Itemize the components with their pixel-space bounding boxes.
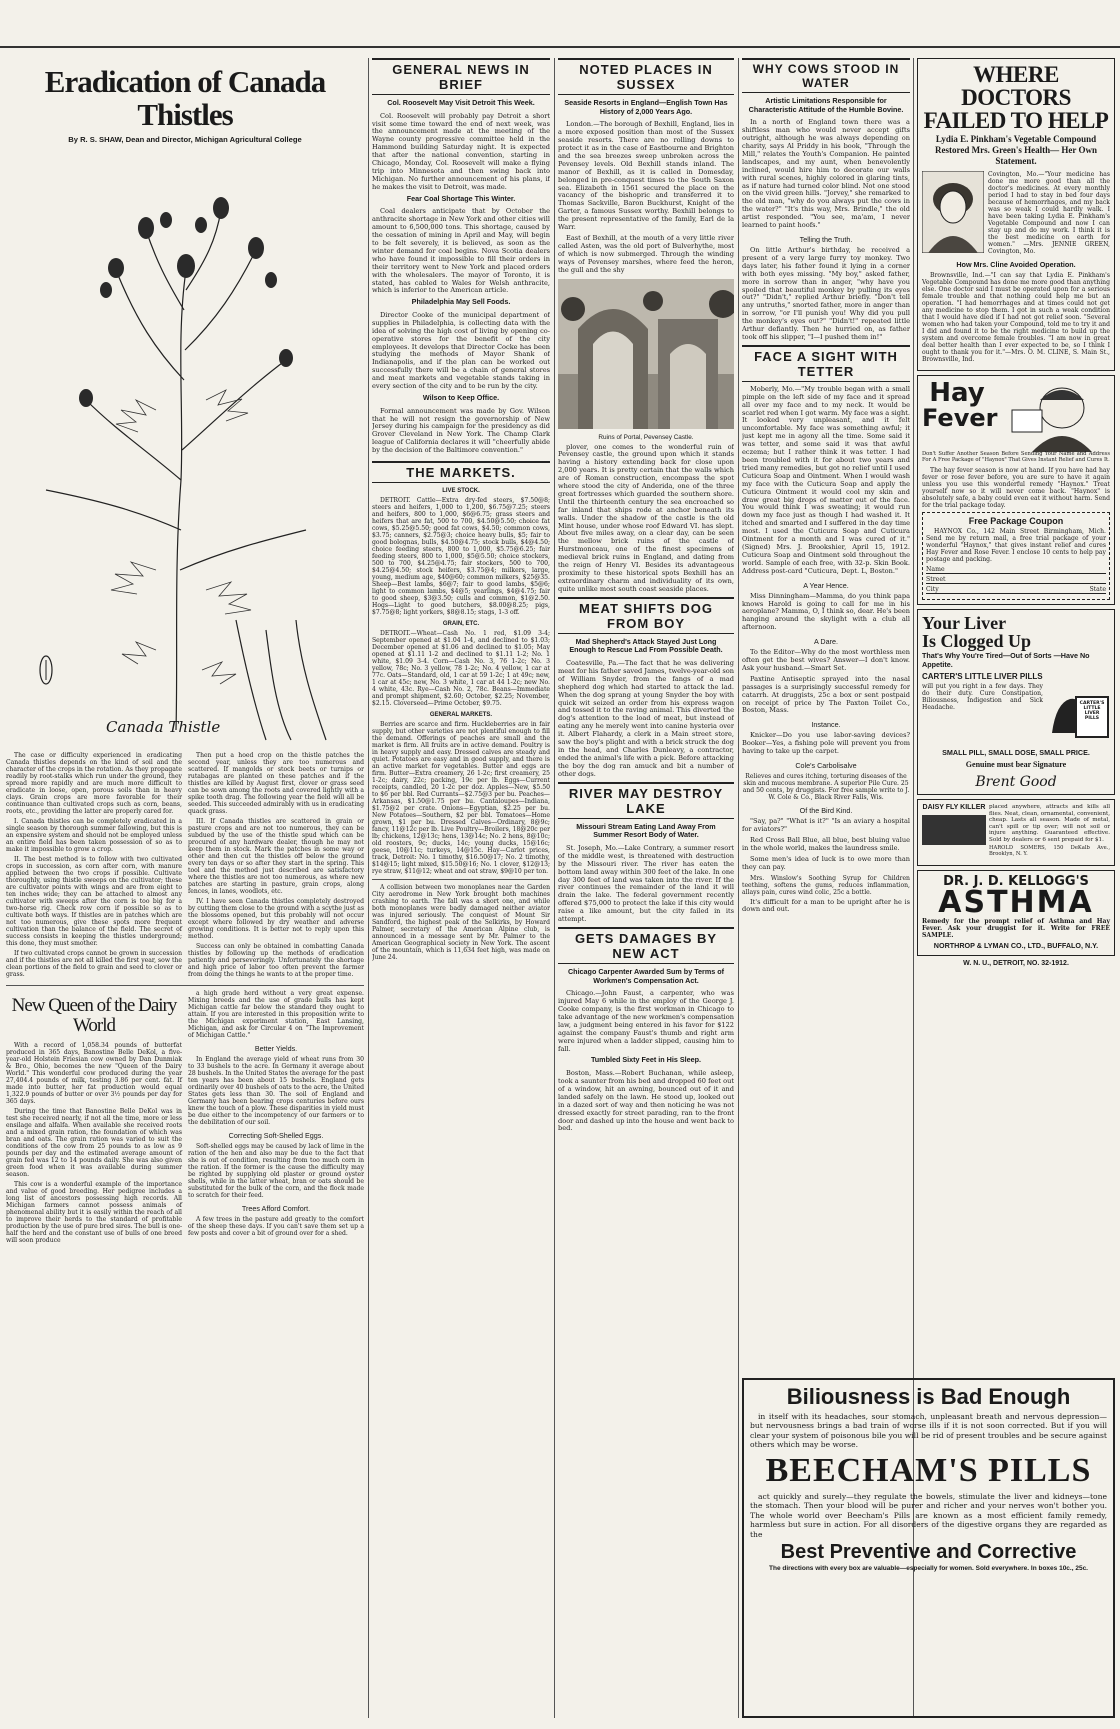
carters-signature: Brent Good xyxy=(975,774,1057,791)
markets-headline: THE MARKETS. xyxy=(372,461,550,483)
lake-headline: RIVER MAY DESTROY LAKE xyxy=(558,782,734,819)
sussex-column xyxy=(558,58,734,1136)
carters-subhead: That's Why You're Tired—Out of Sorts —Have No Appetite. xyxy=(922,651,1090,669)
asthma-headline: DR. J. D. KELLOGG'S xyxy=(943,873,1089,889)
beecham-headline: Biliousness is Bad Enough xyxy=(786,1384,1071,1409)
column-rule xyxy=(738,58,739,1718)
dairy-paragraph: a high grade herd without a very great expense. Mixing breeds and the use of grade bulls has kept Michigan cattle far below the standard they ought to attain. If you are interested in this proposition write to the Michigan experiment station, East Lansing, Michigan, and ask for Circular 4 on "The Improvement of Michigan Cattle." xyxy=(188,990,364,1040)
hayfever-paragraph: The hay fever season is now at hand. If you have had hay fever or rose fever before, you are sure to have it again unless you use this wonderful remedy "Haynox." Treat yourself now so it will never come back. "Haynox" is absolutely safe, a baby could even eat it without harm. Send for the trial package today. xyxy=(922,467,1110,510)
markets-text: DETROIT. Cattle—Extra dry-fed steers, $7.50@8; steers and heifers, 1,000 to 1,200, $6.75@7.25; steers and heifers, 800 to 1,000, $6@6.75; grass steers and heifers that are fat, 500 to 700, $4.50@5.50; choice fat cows, $5.25@5.50; good fat cows, $4.50; common cows, $3.75; canners, $2.75@3; choice heavy bulls, $5; fair to good bolognas, bulls, $4.50@4.75; stock bulls, $4@4.50; choice feeding steers, 800 to 1,000, $5.75@6.25; fair feeding steers, 800 to 1,000, $5@5.50; choice stockers, 500 to 700, $4.25@4.75; fair stockers, 500 to 700, $4.25@4.50; stock heifers, $3.75@4; milkers, large, young, medium age, $40@60; common milkers, $25@35. Sheep—Best lambs, $6@7; fair to good lambs, $5@6; light to common lambs, $4@5; yearlings, $4@4.75; fair to good sheep, $3@3.50; culls and common, $1@2.50. Hogs—Light to good butchers, $8.00@8.25; pigs, $7.75@8; light yorkers, $8@8.15; stags, 1-3 off. xyxy=(372,497,550,617)
bird-subhead: Of the Bird Kind. xyxy=(799,806,853,816)
pinkham-paragraph: Brownsville, Ind.—"I can say that Lydia E. Pinkham's Vegetable Compound has done me more good than anything else. One doctor said I must be operated upon for a serious female trouble and that nothing could help me but an operation. "I had hemorrhages and at times could not get any medicine to stop them. I got in such a weak condition that I would have died if I had not got relief soon. "Several women who had taken your Compound, told me to try it and I did and found it to be the right medicine to build up the system and overcome female troubles. "I am now in great deal better health than I ever expected to be, so I think I ought to thank you for it."—Mrs. O. M. CLINE, S. Main St., Brownsville, Ind. xyxy=(922,272,1110,364)
wnu-line: W. N. U., DETROIT, NO. 32-1912. xyxy=(963,959,1069,967)
carters-genuine: Genuine must bear Signature xyxy=(965,759,1067,769)
column-rule xyxy=(368,58,369,1718)
beecham-paragraph: act quickly and surely—they regulate the bowels, stimulate the liver and kidneys—tone the stomach. Then your blood will be purer and richer and your nerves won't bother you. The whole world over Beecham's Pills are known as a most efficient family remedy, harmless but sure in action. For all disorders of the digestive organs they are regarded as the xyxy=(750,1491,1107,1539)
cows-column xyxy=(742,58,910,1078)
hayfever-coupon[interactable] xyxy=(922,512,1110,600)
sussex-paragraph: plover, one comes to the wonderful ruin of Pevensey castle, the ground upon which it stands having a history extending back for close upon 2,000 years. It is pretty certain that the walls which are of Roman construction, encompass the spot where stood the city of Anderida, one of the three great fortresses which guarded the southern shore. Until the thirteenth century the sea encroached so far inland that ships rode at anchor beneath its walls. Under the shadow of the castle is the old Mint house, under whose roof Edward VI. has slept. About five miles away, on a clear day, can be seen the mellow brick ruins of the castle of Hurstmonceau, one of the finest specimens of medieval brick ruins in England, and dating from the reign of Henry VI. Besides its advantageous proximity to these historical spots Bexhill has an extraordinary charm and individuality of its own, quite unlike most south coast seaside places. xyxy=(558,442,734,593)
pinkham-paragraph: Covington, Mo.—"Your medicine has done me more good than all the doctor's medicines. At every monthly period I had to stay in bed four days because of hemorrhages, and my back was so weak I could hardly walk. I have been taking Lydia E. Pinkham's Vegetable Compound and now I can stay up and do my work. I think it is the best medicine on earth for women." —Mrs. JENNIE GREEN, Covington, Mo. xyxy=(988,171,1110,256)
winslow-paragraph: Mrs. Winslow's Soothing Syrup for Children teething, softens the gums, reduces inflammation, allays pain, cures wind colic, 25c a bottle. xyxy=(742,874,910,896)
lake-paragraph: St. Joseph, Mo.—Lake Contrary, a summer resort of the middle west, is threatened with destruction by the Missouri river. The river has eaten the bottom land away within 300 feet of the lake. In one day 300 feet of land was taken into the river. If the river continues the remainder of the land it will drain the lake. The federal government recently offered $75,000 to protect the lake if this city would raise a like amount, but the city failed in its attempt. xyxy=(558,843,734,924)
thistle-illustration xyxy=(6,150,364,750)
pinkham-subhead: Lydia E. Pinkham's Vegetable Compound Restored Mrs. Green's Health— Her Own Statement. xyxy=(935,134,1097,166)
dairy-paragraph: In England the average yield of wheat runs from 30 to 33 bushels to the acre. In Germany it average about 28 bushels. In the United States the average for the past ten years has been about 15 bushels. England gets ordinarily over 40 bushels of oats to the acre, the United States gets less than 30. The soil of England and Germany has been bearing crops centuries before ours knew the touch of a plow. These disparities in yield must be due either to the incompetency of our farmers or to the debilitation of our soil. xyxy=(188,1056,364,1127)
news-subhead: Philadelphia May Sell Foods. xyxy=(411,297,511,307)
beecham-slogan: Best Preventive and Corrective xyxy=(780,1541,1077,1564)
dairy-paragraph: With a record of 1,058.34 pounds of butterfat produced in 365 days, Banostine Belle DeKol, a five-year-old Holstein Friesian cow owned by Dan Dunmiak & Bro., Ohio, becomes the new "Queen of the Dairy World." This wonderful cow produced during the year 27,404.4 pounds of milk, testing 3.86 per cent. fat. If made into butter, her fat production would equal 1,322.9 pounds of butter or over 3½ pounds per day for 365 days. xyxy=(6,1041,182,1105)
news-paragraph: Col. Roosevelt will probably pay Detroit a short visit some time toward the end of next week, was the announcement made at the meeting of the Wayne county progressive committee held in the Hammond building Saturday night. It is expected that after the national convention, starting in Chicago, Monday, Col. Roosevelt will make a flying trip into Minnesota and then swing back into Michigan. No further announcement of his plans, if he makes the visit to Detroit, was made. xyxy=(372,111,550,191)
dairy-paragraph: A few trees in the pasture add greatly to the comfort of the sheep these days. If you can't save them set up a few posts and cover a bit of ground over for a shed. xyxy=(188,1216,364,1238)
hence-subhead: A Year Hence. xyxy=(803,580,849,590)
news-subhead: Wilson to Keep Office. xyxy=(422,393,500,403)
sussex-paragraph: East of Bexhill, at the mouth of a very little river called Asten, was the old port of Bulverhythe, most of which is now submerged. Through the winding ways of Pevensey marshes, where feed the heron, the gull and the shy xyxy=(558,233,734,274)
redcross-paragraph: Red Cross Ball Blue, all blue, best bluing value in the whole world, makes the laundress smile. xyxy=(742,835,910,852)
beecham-paragraph: in itself with its headaches, sour stomach, unpleasant breath and nervous depression—but nervousness brings a bad train of worse ills if it is not soon corrected. But if you will clear your system of poisonous bile you will be rid of present troubles and be secure against others which may be worse. xyxy=(750,1412,1107,1450)
dairy-subhead: Better Yields. xyxy=(254,1044,298,1054)
markets-subhead: GENERAL MARKETS. xyxy=(429,712,493,719)
thistle-paragraph: Then put a hoed crop on the thistle patches the second year, unless they are too numerous and scattered. If mangolds or stock beets or turnips or rutabagas are planted on these patches and if the thistles are killed by August first, clover or grass seed can be sown among the roots and covered lightly with a spike tooth drag. The following year the field will all be seeded. This succeeded admirably with us in eradicating quack grass. xyxy=(188,752,364,816)
daisy-paragraph: placed anywhere, attracts and kills all flies. Neat, clean, ornamental, convenient, cheap. Lasts all season. Made of metal, can't spill or tip over; will not soil or injure anything. Guaranteed effective. Sold by dealers or 6 sent prepaid for $1. xyxy=(989,804,1110,843)
hayfever-headline: Fever xyxy=(922,404,998,433)
beecham-brand: BEECHAM'S PILLS xyxy=(765,1451,1092,1489)
pinkham-ad xyxy=(917,58,1115,371)
section-divider xyxy=(6,985,364,986)
daisy-product-image xyxy=(922,815,986,845)
dog-subhead: Mad Shepherd's Attack Stayed Just Long Enough to Rescue Lad From Possible Death. xyxy=(569,636,723,655)
asthma-ad xyxy=(917,870,1115,956)
thistle-paragraph: I. Canada thistles can be completely eradicated in a single season by thorough summer fallowing, but this is an expensive system and should not be employed unless an entire field has been taken possession of so as to make it impossible to grow a crop. xyxy=(6,818,182,854)
daisy-ad xyxy=(917,799,1115,865)
markets-subhead: GRAIN, ETC. xyxy=(442,621,480,628)
sussex-headline: NOTED PLACES IN SUSSEX xyxy=(558,58,734,95)
thistle-paragraph: The case or difficulty experienced in eradicating Canada thistles depends on the kind of soil and the character of the crops in the rotation. As they propagate readily by root-stalks which run under the ground, they spread more rapidly and are much more difficult to eradicate in loose, open, porous soils than in heavy clays. Grain crops are more favorable for their continuance than cultivated crops such as corn, beans, roots, etc., providing the latter are properly cared for. xyxy=(6,752,182,816)
paxtine-paragraph: Paxtine Antiseptic sprayed into the nasal passages is a surprisingly successful remedy for catarrh. At druggists, 25c a box or sent postpaid on receipt of price by The Paxton Toilet Co., Boston, Mass. xyxy=(742,674,910,715)
pevensey-caption: Ruins of Portal, Pevensey Castle. xyxy=(598,433,694,441)
cole-paragraph: Relieves and cures itching, torturing diseases of the skin and mucous membrane. A superior Pile Cure. 25 and 50 cents, by druggists. For free sample write to J. W. Cole & Co., Black River Falls, Wis. xyxy=(742,773,910,802)
hard-paragraph: It's difficult for a man to be upright after he is down and out. xyxy=(742,897,910,914)
thistle-paragraph: III. If Canada thistles are scattered in grain or pasture crops and are not too numerous, they can be subdued by the use of the thistle spud which can be procured of any hardware dealer, though he may not keep them in stock. Mark the patches in some way or other and then cut the thistles off below the ground every ten days or so after they start in the spring. This tool and the method just described are satisfactory where the thistles are not too numerous, as where new patches are starting in pasture, grain crops, along fences, in lanes, woodlots, etc. xyxy=(188,818,364,896)
truth-paragraph: On little Arthur's birthday, he received a present of a very large furry toy monkey. Two days later, his father found it lying in a corner with both eyes missing. "My boy," asked father, more in sorrow than in anger, "why have you spoiled that beautiful monkey by pulling its eyes out?" "Didn't," replied Arthur briefly. "Don't tell any untruths," snorted father, more in anger than in sorrow, "or I'll punish you! Why did you pull the monkey's eyes out?" "Didn't!" repeated little Arthur defiantly. Then he hurried on, as father took off his slipper, "I—I pushed them in!" xyxy=(742,245,910,341)
news-paragraph: Formal announcement was made by Gov. Wilson that he will not resign the governorship of New Jersey during his campaign for the presidency as did Grover Cleveland in New York. The Champ Clark league of California declares it will "cheerfully abide by the decision of the Baltimore convention." xyxy=(372,406,550,455)
cole-subhead: Cole's Carbolisalve xyxy=(795,761,857,771)
carters-box-label: CARTER'S LITTLE LIVER PILLS xyxy=(1079,701,1105,722)
dairy-paragraph: Soft-shelled eggs may be caused by lack of lime in the ration of the hen and also may be due to the fact that she is out of condition, resulting from too much corn in the ration. If the former is the cause the difficulty may be righted by supplying old plaster or ground oyster shells, while in the latter wheat, bran or oats should be substituted for the bulk of the corn, and the flock made to scratch for their feed. xyxy=(188,1143,364,1200)
truth-subhead: Telling the Truth. xyxy=(799,234,853,244)
lake-subhead: Missouri Stream Eating Land Away From Summer Resort Body of Water. xyxy=(576,821,716,840)
coupon-street-field[interactable]: Street xyxy=(926,576,1106,584)
pinkham-headline: FAILED TO HELP xyxy=(923,108,1109,133)
carters-ad xyxy=(917,609,1115,795)
sleep-paragraph: Boston, Mass.—Robert Buchanan, while asleep, took a saunter from his bed and dropped 60 feet out of a window, hit an awning, bounced out of it and landed safely on the lawn. He stood up, looked out in a dazed sort of way and then noticing he was not dressed exactly for street parading, ran to the front door and dashed up into the house and went back to bed. xyxy=(558,1069,734,1133)
cows-headline: WHY COWS STOOD IN WATER xyxy=(742,58,910,93)
carters-headline: Is Clogged Up xyxy=(922,631,1032,652)
tetter-headline: FACE A SIGHT WITH TETTER xyxy=(742,345,910,382)
carters-brand: CARTER'S LITTLE LIVER PILLS xyxy=(922,671,1043,681)
asthma-headline: ASTHMA xyxy=(938,884,1094,920)
news-paragraph: A collision between two monoplanes near the Garden City aerodrome in New York brought both machines crashing to earth. The fall was a short one, and while both monoplanes were badly damaged neither aviator was injured seriously. The conquest of Mount Sir Sandford, the highest peak of the Selkirks, by Howard Palmer, secretary of the American Alpine club, is announced in a message sent by Mr. Palmer to the American Geographical society in New York. The ascent of the mountain, which is 11,634 feet high, was made on June 24. xyxy=(372,884,550,962)
news-headline: GENERAL NEWS IN BRIEF xyxy=(372,58,550,95)
hence-paragraph: Miss Dinningham—Mamma, do you think papa knows Harold is going to call for me in his aeroplane? Mamma, O, I think so, dear. He's been hanging around the skylight with a club all afternoon. xyxy=(742,591,910,632)
carters-paragraph: will put you right in a few days. They do their duty. Cure Constipation, Biliousness, Indigestion and Sick Headache. xyxy=(922,683,1043,712)
beecham-ad xyxy=(742,1378,1115,1718)
daisy-address: HAROLD SOMERS, 150 DeKalb Ave., Brooklyn, N. Y. xyxy=(989,844,1110,857)
carters-box-image xyxy=(1046,683,1110,747)
dare-subhead: A Dare. xyxy=(814,637,838,647)
luck-paragraph: Some men's idea of luck is to owe more than they can pay. xyxy=(742,854,910,871)
coupon-text: HAYNOX Co., 142 Main Street Birmingham, Mich. Send me by return mail, a free trial package of your wonderful "Haynox," that gives instant relief and cures Hay Fever and Rose Fever. I enclose 10 cents to help pay postage and packing. xyxy=(926,528,1106,564)
coupon-title: Free Package Coupon xyxy=(968,516,1064,527)
bird-paragraph: "Say, pa?" "What is it?" "Is an aviary a hospital for aviators?" xyxy=(742,817,910,833)
dog-paragraph: Coatesville, Pa.—The fact that he was delivering meat for his father saved James, twelve-year-old son of William Snyder, from the fangs of a mad shepherd dog which had started to attack the lad. When the dog sprang at young Snyder the boy with quick wit seized an order from his express wagon and tossed it to the raving animal. This diverted the dog's attention to the load of meat, but instead of eating any he merely went into canine hysteria over it. Albert Flahardy, a clerk in a Main street store, saw the boy's plight and with a brick struck the dog in the head, and Charles Dunleavy, a contractor, ended the animal's life with a pick. Before attacking the boy the dog ran amuck and bit a number of other dogs. xyxy=(558,659,734,778)
pinkham-headline: WHERE DOCTORS xyxy=(961,62,1071,110)
dairy-headline: New Queen of the Dairy World xyxy=(11,995,177,1037)
hayfever-headline: Hay xyxy=(929,378,985,409)
sussex-subhead: Seaside Resorts in England—English Town Has History of 2,000 Years Ago. xyxy=(564,98,728,116)
dare-paragraph: To the Editor—Why do the most worthless men often get the best wives? Answer—I don't know. Ask your husband.—Smart Set. xyxy=(742,648,910,672)
daisy-headline: DAISY FLY KILLER xyxy=(922,804,986,812)
asthma-paragraph: Remedy for the prompt relief of Asthma and Hay Fever. Ask your druggist for it. Write for FREE SAMPLE. xyxy=(922,917,1110,939)
thistle-paragraph: IV. I have seen Canada thistles completely destroyed by cutting them close to the ground with a scythe just as the blossoms opened, but this probably will not occur except where followed by dry weather and adverse growing conditions. It is better not to reply upon this method. xyxy=(188,898,364,941)
thistle-paragraph: If two cultivated crops cannot be grown in succession and if the thistles are not all killed the first year, sow the clean portions of the field to grain and seed to clover or grass. xyxy=(6,950,182,979)
markets-text: DETROIT.—Wheat—Cash No. 1 red, $1.09 3-4; September opened at $1.04 1-4, and declined to $1.03; December opened at $1.06 and declined to $1.05; May opened at $1.11 1-2 and declined to $1.11 1-2; No. 1 white, $1.09 3-4. Corn—Cash No. 3, 76 1-2c; No. 3 yellow, 78c; No. 3 yellow, 78 1-2c; No. 4 yellow, 1 car at 77c. Oats—Standard, old, 1 car at 59 1-2c; 1 at 49c; new, 1 car at 45c; new, No. 3 white, 1 car at 44 1-2c; new No. 4 white, 43c. Rye—Cash No. 2, 78c. Beans—Immediate and prompt shipment, $2.60; October, $2.25; November, $2.15. Cloverseed—Prime October, $9.75. xyxy=(372,630,550,708)
dairy-subhead: Correcting Soft-Shelled Eggs. xyxy=(228,1131,324,1141)
gets-paragraph: Chicago.—John Faust, a carpenter, who was injured May 6 while in the employ of the George J. Cooke company, is the first workman in Chicago to take advantage of the new workmen's compensation law, a judgment being entered in his favor for $122 against the company Faust's thumb and right arm were injured when a ladder slipped, causing him to fall. xyxy=(558,989,734,1053)
pevensey-castle-image xyxy=(558,279,734,429)
instance-paragraph: Knicker—Do you use labor-saving devices? Booker—Yes, a fishing pole will prevent you from having to take up the carpet. xyxy=(742,731,910,756)
dairy-subhead: Trees Afford Comfort. xyxy=(241,1204,311,1214)
hayfever-small: Don't Suffer Another Season Before Sending Your Name and Address For A Free Package of "Haynox" That Gives Instant Relief and Cures It. xyxy=(922,451,1110,464)
hayfever-ad xyxy=(917,375,1115,605)
thistle-drawing xyxy=(6,150,364,750)
ads-column xyxy=(917,58,1115,1058)
tetter-paragraph: Moberly, Mo.—"My trouble began with a small pimple on the left side of my face and it spread all over my face and to my neck. It would be scarlet red when I got warm. My face was a sight. It looked very unpleasant, and it felt uncomfortable. My face was something awful; it just kept me in agony all the time. Some said it was tetter, and some said it was that awful eczema; but I rather think it was tetter. I had been troubled with it for about two years and tried many remedies, but got no relief until I used Cuticura Soap and Ointment. When I would wash my face with the Cuticura Soap and apply the Cuticura Ointment it would cool my skin and draw great big drops of matter out of the face. You would think I was sweating; it would run down my face just as though I had washed it. It itched and smarted and I suffered in the day time most. I used the Cuticura Soap and Cuticura Ointment for a month and I was cured of it." (Signed) Mrs. J. Brookshier, April 15, 1912. Cuticura Soap and Ointment sold throughout the world. Sample of each free, with 32-p. Skin Book. Address post-card "Cuticura, Dept. L, Boston." xyxy=(742,384,910,575)
gets-headline: GETS DAMAGES BY NEW ACT xyxy=(558,927,734,964)
thistle-byline: By R. S. SHAW, Dean and Director, Michigan Agricultural College xyxy=(68,135,302,145)
coupon-city-field[interactable]: City State xyxy=(926,586,1106,594)
top-rule xyxy=(0,46,1120,48)
mrs-green-portrait xyxy=(922,171,984,253)
sussex-paragraph: London.—The borough of Bexhill, England, lies in a more exposed position than most of the Sussex seaside resorts. There are no rolling downs to protect it as in the case of Eastbourne and Brighton and the sea breezes sweep unbroken across the Pevensey levels. Old Bexhill stands inland. The manor of Bexhill, as it is called in Domesday, belonged in pre-conquest times to the South Saxon sea. Elizabeth in 1561 secured the place on the vacancy of the bishopric and transferred it to Thomas Sackville, Baron Buckhurst, Knight of the Garter, a famous Sussex worthy. Bexhill belongs to the present representative of the family, Earl de la Warr. xyxy=(558,120,734,232)
gets-subhead: Chicago Carpenter Awarded Sum by Terms of Workmen's Compensation Act. xyxy=(567,966,725,985)
coupon-name-field[interactable]: Name xyxy=(926,566,1106,574)
thistle-headline: Eradication of Canada Thistles xyxy=(44,64,326,132)
cows-subhead: Artistic Limitations Responsible for Characteristic Attitude of the Humble Bovine. xyxy=(748,96,904,114)
dairy-paragraph: This cow is a wonderful example of the importance and value of good breeding. Her pedigree includes a long list of ancestors possessing high records. All Michigan farmers cannot possess animals of phenomenal ability but it is easily within the reach of all to improve their herds to the standard of profitable production by the use of pure bred sires. The bull is one-half the herd and the constant use of bulls of one breed will soon produce xyxy=(6,1180,182,1244)
markets-text: Berries are scarce and firm. Huckleberries are in fair supply, but other varieties are not plentiful enough to fill the demand. Offerings of peaches are small and the market is firm. All fruits are in active demand. Poultry is in heavy supply and easy. Dressed calves are steady and quiet. Potatoes are easy and in good supply, and there is an active market for vegetables. Butter and eggs are firm. Butter—Extra creamery, 26 1-2c; first creamery, 25 1-2c; dairy, 22c; packing, 19c per lb. Eggs—Current receipts, candled, 20 1-2c per doz. Apples—New, $5.50 to $6 per bbl. Red Currants—$2.75@3 per bu. Peaches—Arkansas, $1.50@1.75 per bu. Cantaloupes—Indiana, $1.75@2 per crate. Onions—Egyptian, $2.25 per bu. New Potatoes—Southern, $2 per bbl. Tomatoes—Home grown, $1 per bu. Dressed Calves—Ordinary, 8@9c; fancy, 11@12c per lb. Live Poultry—Broilers, 18@20c per lb; chickens, 12@13c; hens, 13@14c; No. 2 hens, 8@10c; old roosters, 9c; ducks, 14c; young ducks, 15@16c; geese, 10@11c; turkeys, 14@15c. Hay—Carlot prices, track, Detroit: No. 1 timothy, $16.50@17; No. 2 timothy, $14@15; light mixed, $15.50@16; No. 1 clover, $12@13; rye straw, $11@12; wheat and oat straw, $9@10 per ton. xyxy=(372,721,550,876)
sneezing-man-image xyxy=(992,380,1110,452)
cows-paragraph: In a north of England town there was a shiftless man who would never accept gifts outright, although he was always depending on charity, says Al Priddy in his book, "Through the Mill," relates the Youth's Companion. He painted landscapes, and my aunt, when benevolently inclined, would hire him to decorate our walls with rural scenes, highly colored in glaring tints, as if nature had turned color blind. Not one stood on the vivid green hills. "Jorvey," she remarked to the old man, "why do you always put the cows in the water?" "It's this way, Mrs. Brindle," the old artist responded. "You see, ma'am, I never learned to paint hoofs." xyxy=(742,118,910,230)
column-rule xyxy=(554,58,555,1718)
thistle-caption: Canada Thistle xyxy=(106,718,221,737)
thistle-paragraph: II. The best method is to follow with two cultivated crops in succession, as corn after corn, with manure applied between the two crops if possible. Cultivate thoroughly, using thistle sweeps on the cultivator; these are cultivator points with wings and are from eight to ten inches wide; they can be attached to almost any cultivator with sweeps after the corn is too big for a two-horse rig. Check row corn if possible so as to cultivate both ways. If thistles are in patches which are not too numerous, give these spots more frequent cultivation than the balance of the field. The secret of success consists in keeping the thistles underground; this done, they must smother. xyxy=(6,856,182,948)
markets-subhead: LIVE STOCK. xyxy=(442,488,480,495)
pinkham-subhead: How Mrs. Cline Avoided Operation. xyxy=(956,260,1076,270)
thistle-paragraph: Success can only be obtained in combatting Canada thistles by following up the methods of eradication patiently and perseveringly. Unfortunately the shortage and high price of labor too often prevent the farmer from doing the things he wants to at the proper time. xyxy=(188,943,364,979)
dog-headline: MEAT SHIFTS DOG FROM BOY xyxy=(558,597,734,634)
carters-headline: Your Liver xyxy=(922,613,1007,634)
beecham-footer: The directions with every box are valuable—especially for women. Sold everywhere. In boxes 10c., 25c. xyxy=(769,1565,1088,1573)
news-paragraph: Director Cooke of the municipal department of supplies in Philadelphia, is collecting data with the idea of solving the high cost of living by opening co-operative stores for the benefit of the city employees. It develops that Director Cocke has been studying the methods of Mayor Shank of Indianapolis, and if the plan can be worked out successfully there will be a chain of general stores and meat markets and vegetable stands taking in every section of the city and to be run by the city. xyxy=(372,310,550,391)
carters-tagline: SMALL PILL, SMALL DOSE, SMALL PRICE. xyxy=(942,748,1090,758)
news-column xyxy=(372,58,550,964)
thistle-article xyxy=(6,58,364,1247)
news-paragraph: Coal dealers anticipate that by October the anthracite shortage in New York and other cities will amount to 6,500,000 tons. This shortage, caused by the cessation of mining in April and May, will begin to be felt severely, it is believed, as soon as the winter demand for coal begins. Nova Scotia dealers who have found it impossible to fill their orders in their territory went to New York and placed orders with the wholesalers. The mayor of Toronto, it is stated, has cabled to Wales for Welsh anthracite, which is inferior to the American article. xyxy=(372,207,550,295)
news-subhead: Col. Roosevelt May Visit Detroit This Week. xyxy=(387,98,535,107)
section-divider xyxy=(372,879,550,880)
asthma-address: NORTHROP & LYMAN CO., LTD., BUFFALO, N.Y. xyxy=(933,940,1099,950)
instance-subhead: Instance. xyxy=(811,720,841,730)
sleep-subhead: Tumbled Sixty Feet in His Sleep. xyxy=(590,1055,702,1065)
news-subhead: Fear Coal Shortage This Winter. xyxy=(406,193,516,203)
dairy-paragraph: During the time that Banostine Belle DeKol was in test she received nearly, if not all the time, more or less ensilage and alfalfa. When available she received roots and a mixed grain ration, the foundation of which was bran and oats. The grain ration was varied to suit the conditions of the cow from 25 pounds to as low as 9 pounds per day and the estimated average amount of grain fed was 12 to 14 pounds daily. She was also given green food when it was available during summer season. xyxy=(6,1107,182,1178)
